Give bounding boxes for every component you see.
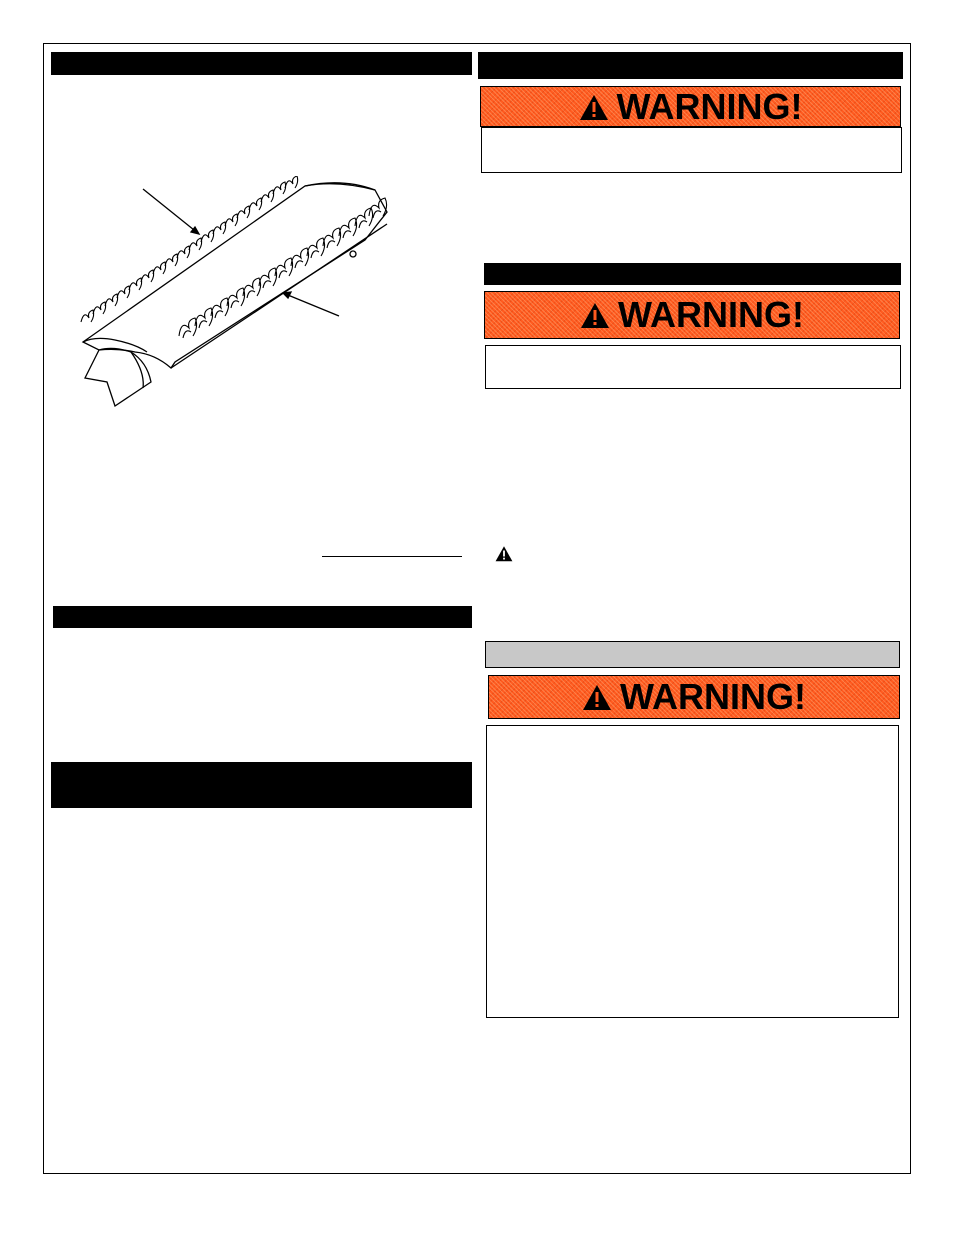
subsection-header-gray [485, 641, 900, 668]
section-header-left-3 [51, 762, 472, 808]
section-header-right-2 [484, 263, 901, 285]
burner-tube-illustration [75, 176, 395, 412]
section-header-left-2 [53, 606, 472, 628]
warning-banner-1 [480, 86, 901, 127]
leader-line-bottom [283, 293, 339, 316]
section-header-right-1 [478, 52, 903, 79]
warning-triangle-icon [582, 683, 612, 711]
warning-label: WARNING! [618, 294, 804, 335]
warning-banner-3 [488, 675, 900, 719]
section-header-left-1 [51, 52, 472, 75]
warning-text-box-1 [481, 127, 902, 173]
underline-rule [322, 556, 462, 557]
warning-triangle-icon [579, 93, 609, 121]
warning-label: WARNING! [616, 85, 803, 127]
warning-banner-2 [484, 291, 900, 339]
warning-text-box-3 [486, 725, 899, 1018]
warning-triangle-icon [495, 545, 513, 562]
warning-label: WARNING! [620, 676, 806, 717]
leader-line-top [143, 189, 199, 234]
warning-text-box-2 [485, 345, 901, 389]
warning-triangle-icon [580, 301, 610, 329]
